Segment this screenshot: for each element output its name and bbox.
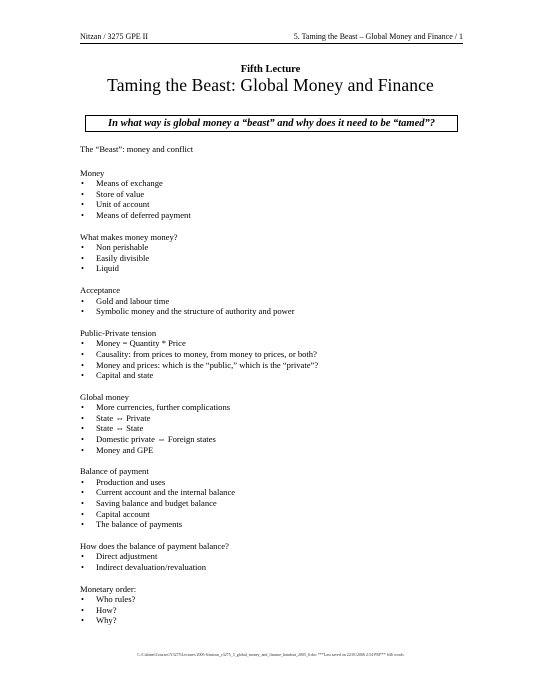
bullet-item: • Current account and the internal balance [80, 487, 470, 498]
outline-section [80, 232, 470, 274]
lecture-title: Taming the Beast: Global Money and Finance [107, 75, 434, 95]
section-title: Global money [80, 391, 129, 402]
bullet-list [80, 402, 470, 455]
bullet-list [80, 594, 470, 626]
bullet-list [80, 551, 470, 572]
page-footer: C:\Cabinet\Courses\Y3275\Lectures 2005-6\nitzan_y3275_5_global_money_and_finance_handout_2005_6.doc ***Last saved on 22/01/2006 2:54 PM*** 646 words [137, 652, 404, 657]
outline-section [80, 168, 470, 221]
bullet-list [80, 296, 470, 317]
section-title: How does the balance of payment balance? [80, 540, 229, 551]
bullet-item: • State ⇔ Private [80, 413, 470, 424]
bullet-list [80, 178, 470, 220]
bullet-item: • Symbolic money and the structure of authority and power [80, 306, 470, 317]
outline-section [80, 285, 470, 317]
bullet-item: • Who rules? [80, 594, 470, 605]
section-title: What makes money money? [80, 231, 178, 242]
bullet-item: • Direct adjustment [80, 551, 470, 562]
section-title: Public-Private tension [80, 327, 157, 338]
header-right: 5. Taming the Beast – Global Money and Finance / 1 [293, 32, 463, 41]
question-text: In what way is global money a “beast” and why does it need to be “tamed”? [108, 118, 435, 129]
bullet-item: • Production and uses [80, 477, 470, 488]
bullet-item: • Money and GPE [80, 445, 470, 456]
bullet-item: • Domestic private ⇔ Foreign states [80, 434, 470, 445]
outline-section [80, 466, 470, 530]
section-title: Money [80, 167, 105, 178]
bullet-item: • Store of value [80, 189, 470, 200]
intro-heading: The “Beast”: money and conflict [80, 144, 194, 154]
outline-section [80, 584, 470, 626]
bullet-item: • Unit of account [80, 199, 470, 210]
bullet-item: • Causality: from prices to money, from money to prices, or both? [80, 349, 470, 360]
header-left: Nitzan / 3275 GPE II [80, 32, 148, 41]
bullet-list [80, 338, 470, 380]
bullet-item: • Capital and state [80, 370, 470, 381]
bullet-item: • Why? [80, 615, 470, 626]
bullet-list [80, 242, 470, 274]
bullet-item: • Means of deferred payment [80, 210, 470, 221]
bullet-item: • Saving balance and budget balance [80, 498, 470, 509]
lecture-number: Fifth Lecture [240, 64, 301, 75]
lecture-outline [80, 144, 470, 637]
page-header [80, 32, 463, 44]
outline-sections [80, 168, 470, 626]
outline-section [80, 541, 470, 573]
bullet-item: • How? [80, 605, 470, 616]
section-title: Monetary order: [80, 583, 137, 594]
bullet-item: • Money and prices: which is the “public,” which is the “private”? [80, 360, 470, 371]
bullet-item: • Indirect devaluation/revaluation [80, 562, 470, 573]
bullet-item: • More currencies, further complications [80, 402, 470, 413]
section-title: Acceptance [80, 284, 121, 295]
bullet-list [80, 477, 470, 530]
bullet-item: • Gold and labour time [80, 296, 470, 307]
section-title: Balance of payment [80, 466, 149, 477]
outline-section [80, 392, 470, 456]
question-box [85, 115, 458, 132]
bullet-item: • Money = Quantity * Price [80, 338, 470, 349]
bullet-item: • Easily divisible [80, 253, 470, 264]
bullet-item: • Means of exchange [80, 178, 470, 189]
bullet-item: • Non perishable [80, 242, 470, 253]
bullet-item: • Liquid [80, 263, 470, 274]
bullet-item: • Capital account [80, 509, 470, 520]
outline-section [80, 328, 470, 381]
bullet-item: • State ⇔ State [80, 423, 470, 434]
bullet-item: • The balance of payments [80, 519, 470, 530]
